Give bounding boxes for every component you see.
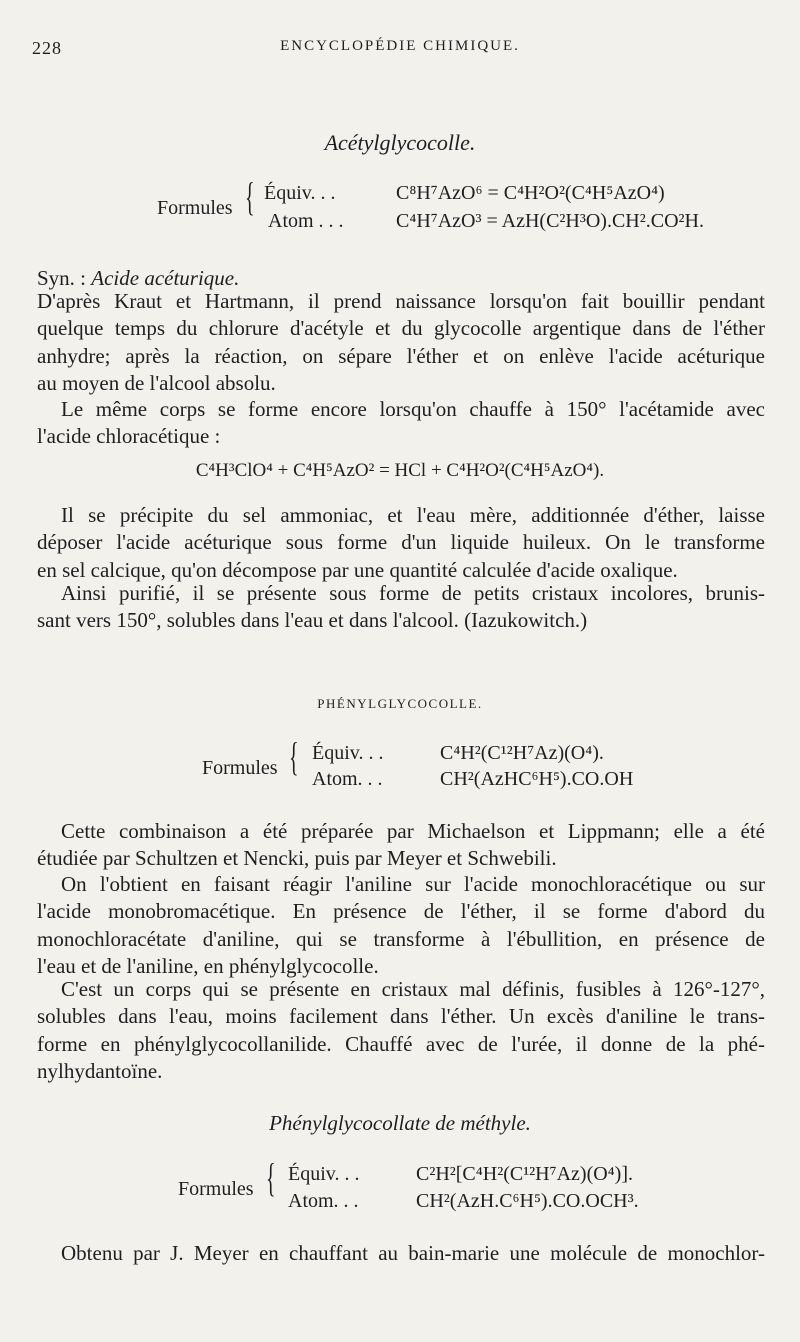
- formula-label: Formules: [202, 757, 278, 779]
- text-line: quelque temps du chlorure d'acétyle et du glycocolle argentique dans de l'éther: [37, 316, 765, 341]
- text-line: solubles dans l'eau, moins facilement dans l'éther. Un excès d'aniline le trans-: [37, 1004, 765, 1029]
- text-line: D'après Kraut et Hartmann, il prend naissance lorsqu'on fait bouillir pendant: [37, 289, 765, 313]
- synonym-prefix: Syn. :: [37, 266, 92, 290]
- text-line: étudiée par Schultzen et Nencki, puis par Meyer et Schwebili.: [37, 846, 557, 871]
- paragraph-s2-p1: [37, 818, 765, 873]
- formula-row-atom-value: C⁴H⁷AzO³ = AzH(C²H³O).CH².CO²H.: [396, 210, 704, 232]
- text-line: Le même corps se forme encore lorsqu'on chauffe à 150° l'acétamide avec: [61, 397, 765, 421]
- formula-row-atom-value: CH²(AzH.C⁶H⁵).CO.OCH³.: [416, 1190, 639, 1212]
- text-line: l'acide monobromacétique. En présence de l'éther, il se forme d'abord du: [37, 899, 765, 924]
- formula-row-atom-name: Atom . . .: [268, 210, 344, 232]
- formula-label: Formules: [178, 1178, 254, 1200]
- text-line: l'eau et de l'aniline, en phénylglycocolle.: [37, 953, 379, 978]
- formula-row-atom-name: Atom. . .: [288, 1190, 359, 1212]
- text-line: Obtenu par J. Meyer en chauffant au bain-marie une molécule de monochlor-: [61, 1241, 765, 1265]
- formula-row-equiv-name: Équiv. . .: [288, 1163, 360, 1185]
- synonym-name: Acide acéturique.: [91, 266, 240, 290]
- paragraph-s3-p1: [37, 1240, 765, 1267]
- brace-icon: {: [266, 1155, 276, 1200]
- text-line: Cette combinaison a été préparée par Michaelson et Lippmann; elle a été: [61, 819, 765, 843]
- text-line: anhydre; après la réaction, on sépare l'éther et on enlève l'acide acéturique: [37, 343, 765, 368]
- brace-icon: {: [245, 174, 255, 219]
- text-line: Ainsi purifié, il se présente sous forme de petits cristaux incolores, brunis-: [61, 581, 765, 605]
- text-line: On l'obtient en faisant réagir l'aniline sur l'acide monochloracétique ou sur: [61, 872, 765, 896]
- text-line: forme en phénylglycocollanilide. Chauffé avec de l'urée, il donne de la phé-: [37, 1031, 765, 1056]
- text-line: C'est un corps qui se présente en cristaux mal définis, fusibles à 126°-127°,: [61, 977, 765, 1001]
- text-line: sant vers 150°, solubles dans l'eau et dans l'alcool. (Iazukowitch.): [37, 608, 588, 633]
- text-line: nylhydantoïne.: [37, 1058, 163, 1083]
- paragraph-s1-p3: [37, 502, 765, 584]
- chemical-equation: C⁴H³ClO⁴ + C⁴H⁵AzO² = HCl + C⁴H²O²(C⁴H⁵AzO⁴).: [195, 460, 605, 481]
- text-line: en sel calcique, qu'on décompose par une quantité calculée d'acide oxalique.: [37, 557, 678, 582]
- text-line: monochloracétate d'aniline, qui se transforme à l'ébullition, en présence de: [37, 926, 765, 951]
- formula-row-equiv-value: C⁸H⁷AzO⁶ = C⁴H²O²(C⁴H⁵AzO⁴): [396, 182, 665, 204]
- paragraph-s1-p1: [37, 288, 765, 397]
- section-title-phenylglycocolle: PHÉNYLGLYCOCOLLE.: [317, 696, 483, 711]
- formula-row-atom-value: CH²(AzHC⁶H⁵).CO.OH: [440, 768, 634, 790]
- brace-icon: {: [289, 734, 299, 779]
- section-title-methyl-ester: Phénylglycocollate de méthyle.: [269, 1111, 531, 1135]
- formula-row-atom-name: Atom. . .: [312, 768, 383, 790]
- formula-row-equiv-value: C²H²[C⁴H²(C¹²H⁷Az)(O⁴)].: [416, 1163, 633, 1185]
- text-line: au moyen de l'alcool absolu.: [37, 370, 276, 395]
- formula-row-equiv-value: C⁴H²(C¹²H⁷Az)(O⁴).: [440, 742, 604, 764]
- text-line: déposer l'acide acéturique sous forme d'un liquide huileux. On le transforme: [37, 530, 765, 555]
- section-title-acetylglycocolle: Acétylglycocolle.: [324, 130, 476, 155]
- formula-row-equiv-name: Équiv. . .: [312, 742, 384, 764]
- formula-row-equiv-name: Équiv. . .: [264, 182, 336, 204]
- text-line: Il se précipite du sel ammoniac, et l'eau mère, additionnée d'éther, laisse: [61, 503, 765, 527]
- running-title: ENCYCLOPÉDIE CHIMIQUE.: [280, 38, 520, 54]
- page-number: 228: [32, 38, 62, 58]
- text-line: l'acide chloracétique :: [37, 424, 221, 449]
- formula-label: Formules: [157, 197, 233, 219]
- paragraph-s2-p3: [37, 976, 765, 1085]
- paragraph-s2-p2: [37, 871, 765, 980]
- paragraph-s1-p4: [37, 580, 765, 635]
- paragraph-s1-p2: [37, 396, 765, 451]
